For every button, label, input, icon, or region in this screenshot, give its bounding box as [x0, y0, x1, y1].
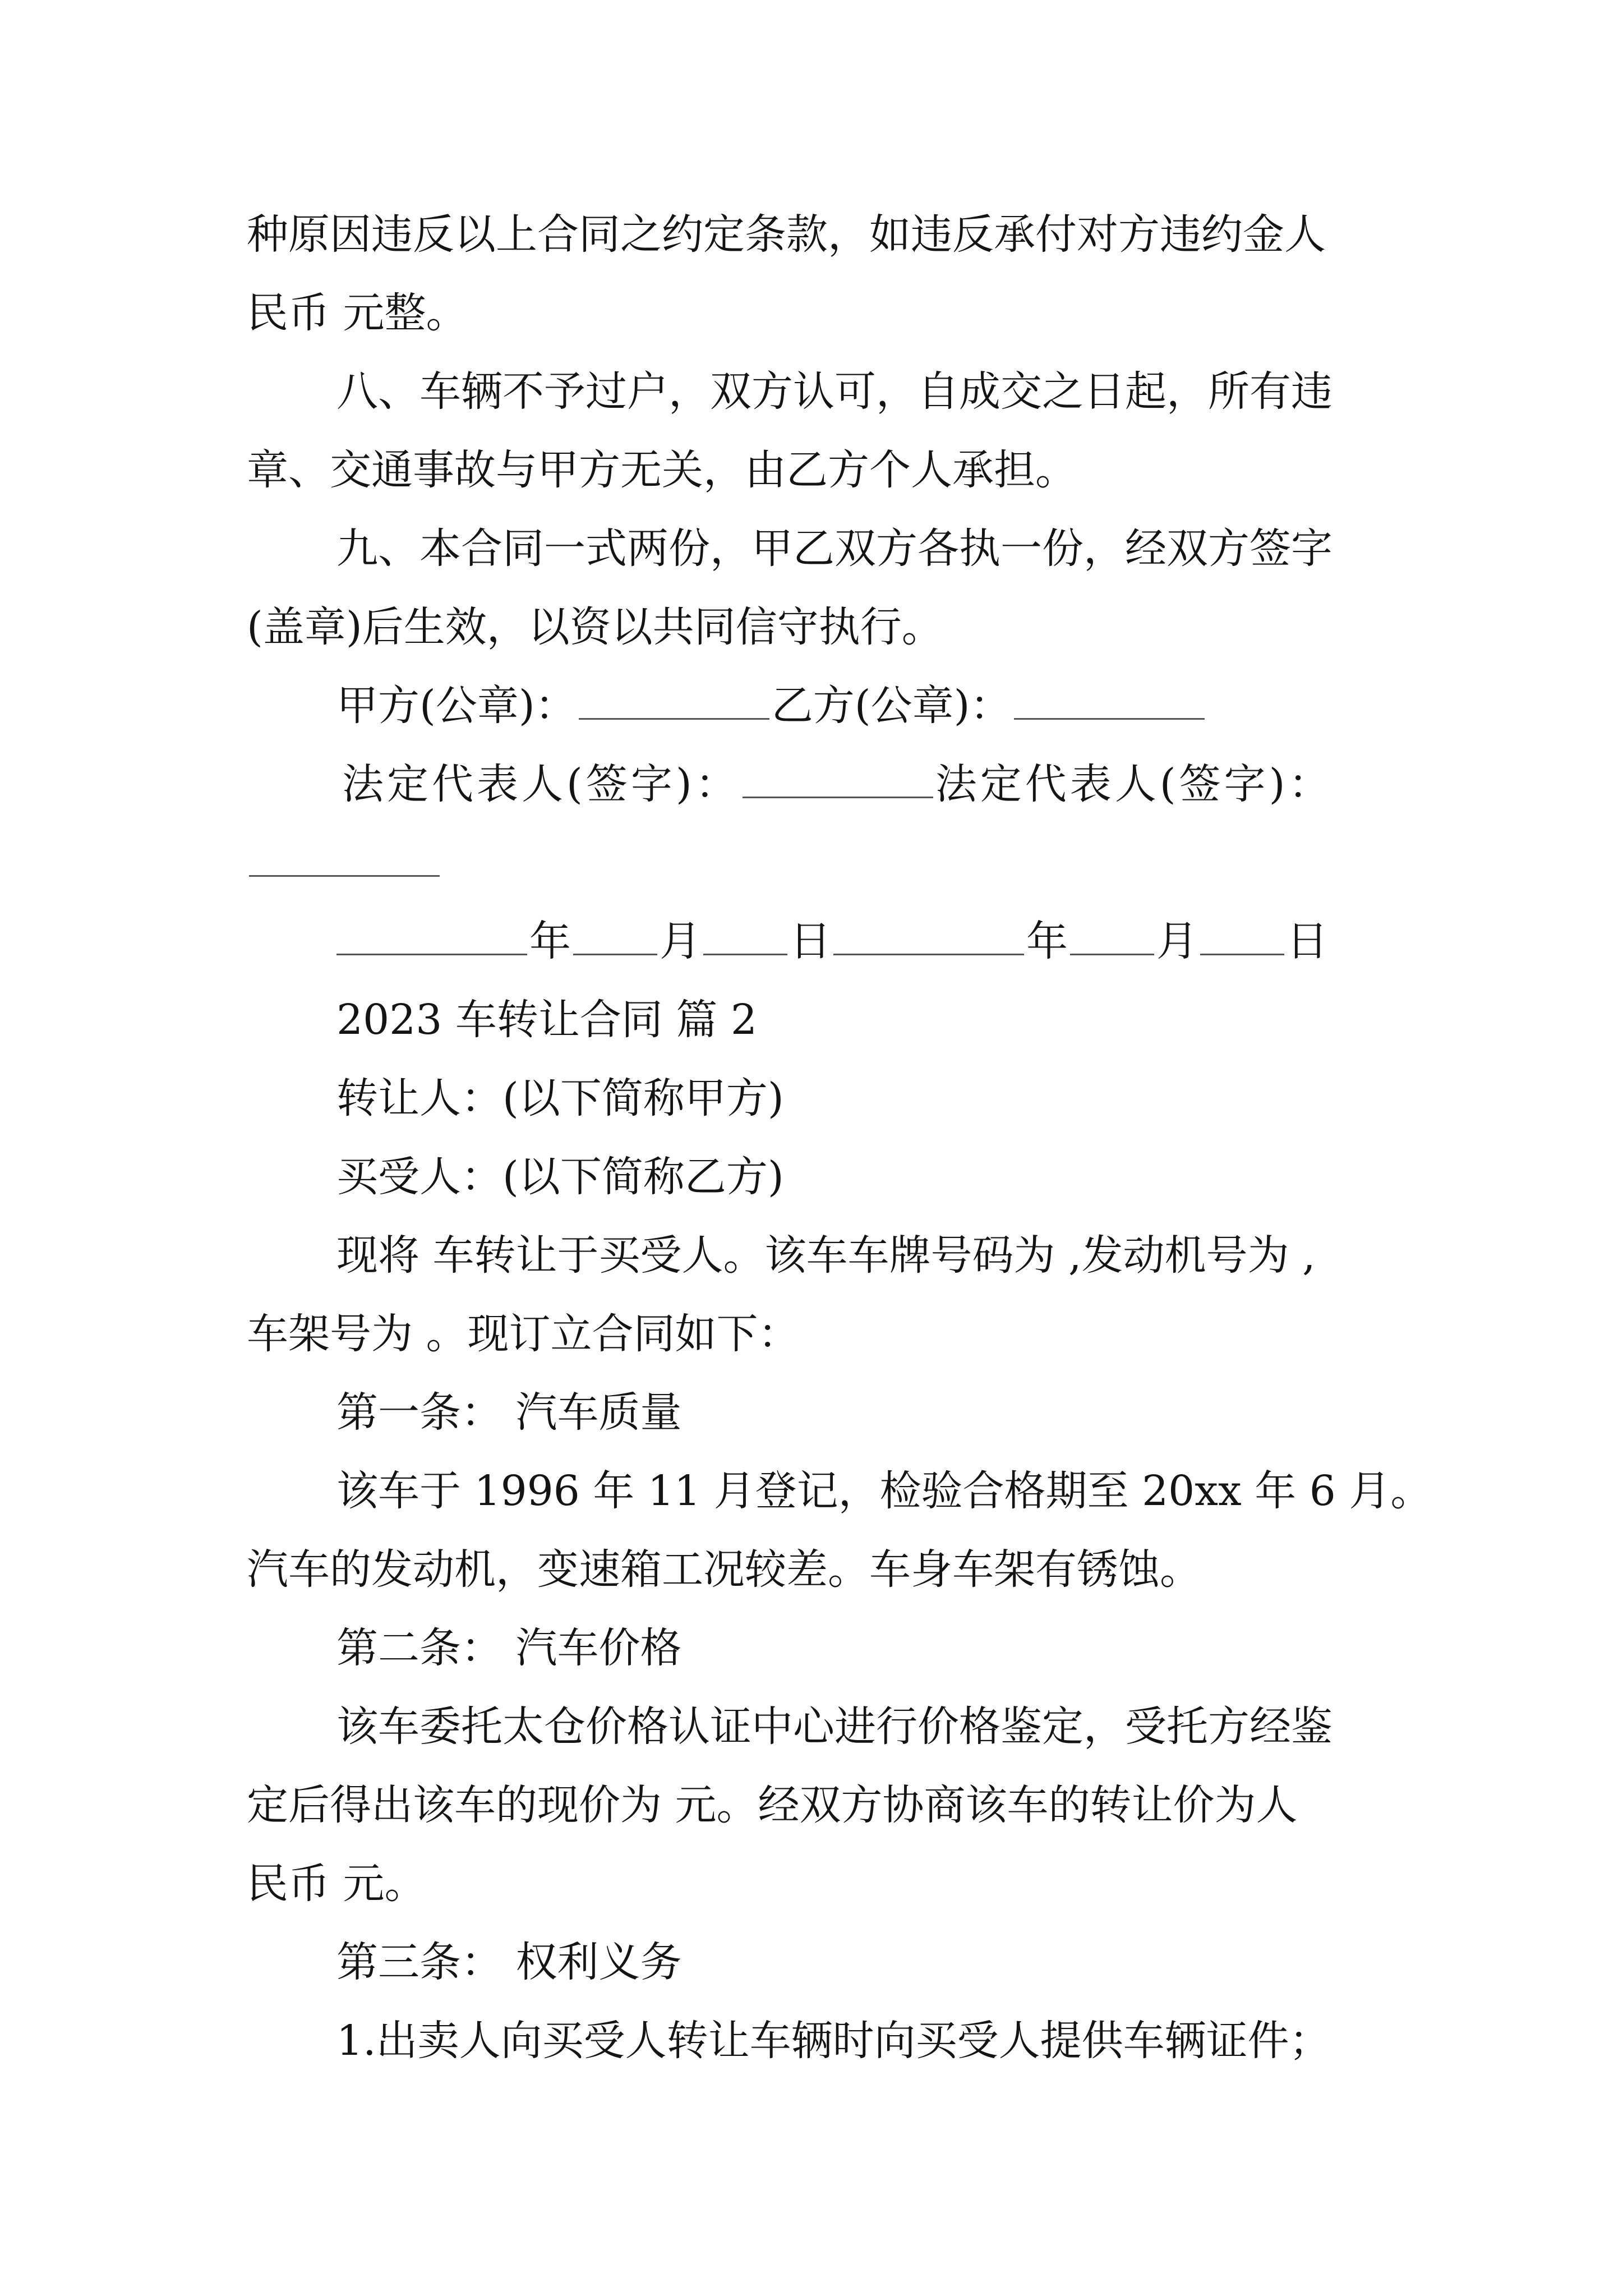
paragraph-line: 种原因违反以上合同之约定条款，如违反承付对方违约金人 [247, 210, 1326, 259]
party-b-seal-blank[interactable] [1014, 679, 1205, 720]
month-a-label: 月 [660, 917, 701, 965]
day-b-label: 日 [1287, 917, 1328, 965]
year-b-blank[interactable] [833, 914, 1024, 955]
article-two-line-3: 民币 元。 [247, 1860, 426, 1908]
representative-line [342, 756, 1334, 812]
clause-nine-line-1: 九、本合同一式两份，甲乙双方各执一份，经双方签字 [336, 524, 1332, 573]
clause-eight-line-2: 章、交通事故与甲方无关，由乙方个人承担。 [247, 446, 1077, 494]
clause-nine-line-2: (盖章)后生效，以资以共同信守执行。 [247, 603, 943, 651]
article-two-line-1: 该车委托太仓价格认证中心进行价格鉴定，受托方经鉴 [336, 1703, 1332, 1751]
year-b-label: 年 [1026, 917, 1068, 965]
clause-eight-line-1: 八、车辆不予过户，双方认可，自成交之日起，所有违 [336, 367, 1332, 416]
transferor-line: 转让人：(以下简称甲方) [336, 1074, 784, 1122]
month-a-blank[interactable] [573, 914, 657, 955]
intro-line-2: 车架号为 。现订立合同如下： [247, 1310, 800, 1358]
article-one-line-1: 该车于 1996 年 11 月登记，检验合格期至 20xx 年 6 月。 [336, 1467, 1432, 1515]
article-one-title: 第一条： 汽车质量 [336, 1388, 682, 1437]
rep-b-blank-line [247, 835, 442, 891]
intro-line-1: 现将 车转让于买受人。该车车牌号码为 ,发动机号为 , [336, 1231, 1316, 1280]
day-a-label: 日 [790, 917, 831, 965]
month-b-label: 月 [1156, 917, 1198, 965]
month-b-blank[interactable] [1070, 914, 1154, 955]
rep-a-label: 法定代表人(签字)： [342, 760, 740, 808]
rep-b-blank[interactable] [249, 836, 440, 877]
rep-a-blank[interactable] [743, 757, 933, 798]
rep-b-label: 法定代表人(签字)： [935, 760, 1334, 808]
article-two-line-2: 定后得出该车的现价为 元。经双方协商该车的转让价为人 [247, 1781, 1298, 1829]
buyer-line: 买受人：(以下简称乙方) [336, 1153, 784, 1201]
party-b-seal-label: 乙方(公章)： [771, 682, 1012, 730]
paragraph-line: 民币 元整。 [247, 289, 468, 337]
day-a-blank[interactable] [703, 914, 787, 955]
date-line [334, 913, 1328, 969]
day-b-blank[interactable] [1200, 914, 1284, 955]
article-one-line-2: 汽车的发动机，变速箱工况较差。车身车架有锈蚀。 [247, 1545, 1201, 1594]
section-title: 2023 车转让合同 篇 2 [336, 996, 757, 1044]
year-a-label: 年 [529, 917, 571, 965]
article-two-title: 第二条： 汽车价格 [336, 1624, 682, 1672]
year-a-blank[interactable] [336, 914, 527, 955]
party-a-seal-label: 甲方(公章)： [336, 682, 577, 730]
seal-line [336, 678, 1207, 734]
party-a-seal-blank[interactable] [579, 679, 769, 720]
article-three-title: 第三条： 权利义务 [336, 1938, 682, 1986]
article-three-item-1: 1.出卖人向买受人转让车辆时向买受人提供车辆证件； [336, 2017, 1331, 2065]
